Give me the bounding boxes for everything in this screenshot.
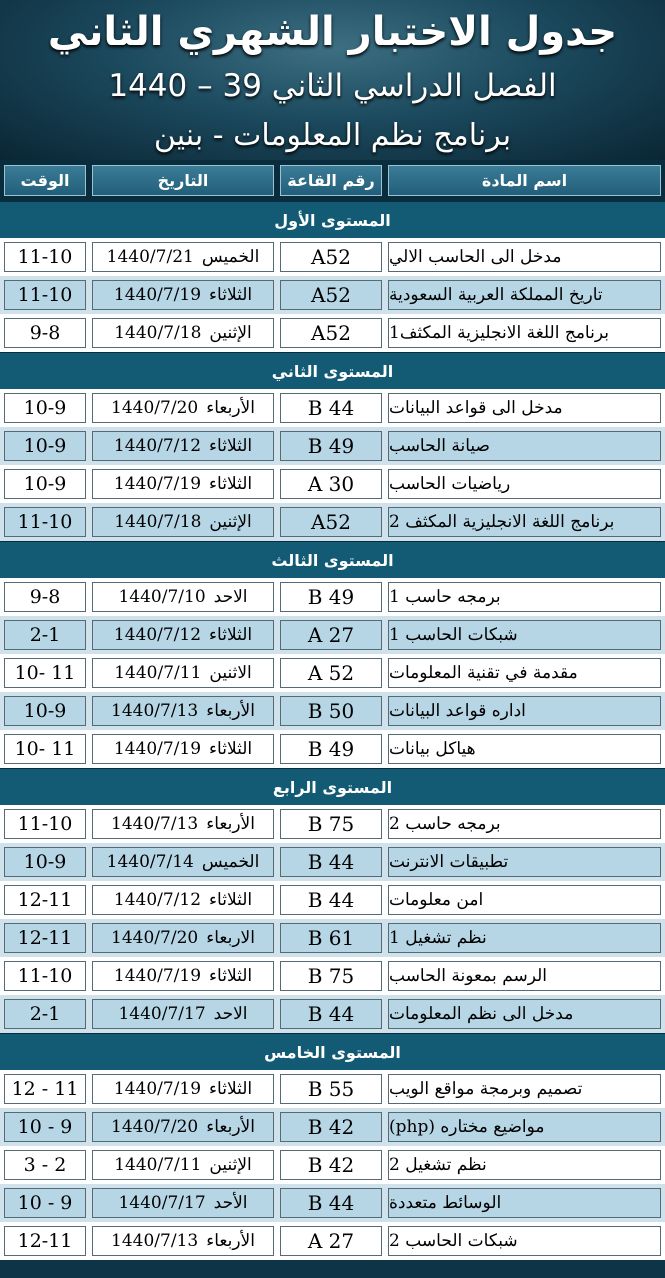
date-value: 1440/7/17 — [118, 1193, 206, 1213]
column-header-room: رقم القاعة — [280, 165, 382, 196]
date-value: 1440/7/18 — [114, 323, 202, 343]
time-cell: 10-9 — [4, 847, 86, 877]
time-cell: 11-10 — [4, 961, 86, 991]
day-name: الإثنين — [209, 323, 252, 343]
subject-cell: الرسم بمعونة الحاسب — [388, 961, 661, 991]
date-value: 1440/7/21 — [106, 247, 194, 267]
room-cell: B 44 — [280, 847, 382, 877]
date-cell — [92, 469, 274, 499]
time-cell: 10 - 9 — [4, 1188, 86, 1218]
table-row — [0, 427, 665, 465]
date-cell — [92, 809, 274, 839]
time-cell: 11-10 — [4, 809, 86, 839]
date-cell — [92, 923, 274, 953]
table-row — [0, 995, 665, 1033]
semester-subtitle: الفصل الدراسي الثاني 39 – 1440 — [108, 68, 557, 104]
date-cell — [92, 696, 274, 726]
table-row — [0, 1184, 665, 1222]
subject-cell: برمجه حاسب 1 — [388, 582, 661, 612]
date-value: 1440/7/12 — [113, 890, 202, 910]
room-cell: A 27 — [280, 1226, 382, 1256]
date-value: 1440/7/19 — [113, 474, 202, 494]
column-header-subject: اسم المادة — [388, 165, 661, 196]
date-cell — [92, 1188, 274, 1218]
room-cell: B 49 — [280, 734, 382, 764]
subject-cell: شبكات الحاسب 1 — [388, 620, 661, 650]
time-cell: 12-11 — [4, 885, 86, 915]
table-row — [0, 957, 665, 995]
date-value: 1440/7/13 — [111, 814, 199, 834]
room-cell: B 42 — [280, 1112, 382, 1142]
date-value: 1440/7/19 — [113, 739, 202, 759]
table-row — [0, 314, 665, 352]
time-cell: 9-8 — [4, 318, 86, 348]
table-row — [0, 503, 665, 541]
level-header: المستوى الخامس — [0, 1033, 665, 1070]
room-cell: B 49 — [280, 582, 382, 612]
date-cell — [92, 847, 274, 877]
time-cell: 9-8 — [4, 582, 86, 612]
day-name: الثلاثاء — [209, 625, 253, 645]
date-value: 1440/7/12 — [113, 625, 202, 645]
subject-cell: تطبيقات الانترنت — [388, 847, 661, 877]
date-value: 1440/7/20 — [111, 928, 199, 948]
day-name: الثلاثاء — [209, 474, 253, 494]
table-row — [0, 654, 665, 692]
date-cell — [92, 1074, 274, 1104]
table-row — [0, 843, 665, 881]
time-cell: 2-1 — [4, 620, 86, 650]
day-name: الأربعاء — [206, 814, 255, 834]
time-cell: 12 - 11 — [4, 1074, 86, 1104]
date-value: 1440/7/12 — [113, 436, 202, 456]
time-cell: 10- 11 — [4, 658, 86, 688]
table-row — [0, 919, 665, 957]
table-row — [0, 238, 665, 276]
time-cell: 10-9 — [4, 469, 86, 499]
time-cell: 10 - 9 — [4, 1112, 86, 1142]
day-name: الأربعاء — [206, 1231, 255, 1251]
room-cell: A52 — [280, 507, 382, 537]
date-cell — [92, 1112, 274, 1142]
time-cell: 11-10 — [4, 507, 86, 537]
day-name: الإثنين — [209, 1155, 252, 1175]
subject-cell: مواضيع مختاره (php) — [388, 1112, 661, 1142]
time-cell: 12-11 — [4, 923, 86, 953]
table-row — [0, 1108, 665, 1146]
table-row — [0, 465, 665, 503]
time-cell: 11-10 — [4, 280, 86, 310]
time-cell: 2-1 — [4, 999, 86, 1029]
date-value: 1440/7/19 — [113, 285, 202, 305]
date-value: 1440/7/19 — [113, 966, 202, 986]
date-cell — [92, 961, 274, 991]
subject-cell: نظم تشغيل 1 — [388, 923, 661, 953]
table-row — [0, 1070, 665, 1108]
day-name: الاحد — [213, 587, 248, 607]
table-row — [0, 692, 665, 730]
subject-cell: برمجه حاسب 2 — [388, 809, 661, 839]
room-cell: B 50 — [280, 696, 382, 726]
page-header — [0, 0, 665, 160]
subject-cell: هياكل بيانات — [388, 734, 661, 764]
day-name: الاحد — [213, 1004, 248, 1024]
table-row — [0, 276, 665, 314]
date-cell — [92, 1150, 274, 1180]
day-name: الاربعاء — [206, 928, 255, 948]
level-header: المستوى الرابع — [0, 768, 665, 805]
date-cell — [92, 885, 274, 915]
date-cell — [92, 507, 274, 537]
level-header: المستوى الثالث — [0, 541, 665, 578]
subject-cell: تاريخ المملكة العربية السعودية — [388, 280, 661, 310]
subject-cell: مدخل الى الحاسب الالي — [388, 242, 661, 272]
subject-cell: شبكات الحاسب 2 — [388, 1226, 661, 1256]
room-cell: A52 — [280, 242, 382, 272]
time-cell: 10-9 — [4, 431, 86, 461]
subject-cell: نظم تشغيل 2 — [388, 1150, 661, 1180]
time-cell: 11-10 — [4, 242, 86, 272]
day-name: الثلاثاء — [209, 285, 253, 305]
date-value: 1440/7/20 — [111, 1117, 199, 1137]
date-value: 1440/7/18 — [114, 512, 202, 532]
subject-cell: مدخل الى قواعد البيانات — [388, 393, 661, 423]
date-cell — [92, 582, 274, 612]
date-value: 1440/7/13 — [111, 1231, 199, 1251]
time-cell: 10-9 — [4, 393, 86, 423]
level-header: المستوى الثاني — [0, 352, 665, 389]
subject-cell: الوسائط متعددة — [388, 1188, 661, 1218]
date-cell — [92, 318, 274, 348]
room-cell: A52 — [280, 318, 382, 348]
day-name: الثلاثاء — [209, 1079, 253, 1099]
date-value: 1440/7/20 — [111, 398, 199, 418]
date-cell — [92, 999, 274, 1029]
table-row — [0, 1222, 665, 1260]
column-header-date: التاريخ — [92, 165, 274, 196]
subject-cell: اداره قواعد البيانات — [388, 696, 661, 726]
table-row — [0, 805, 665, 843]
day-name: الأربعاء — [206, 1117, 255, 1137]
date-value: 1440/7/14 — [106, 852, 194, 872]
subject-cell: امن معلومات — [388, 885, 661, 915]
room-cell: B 44 — [280, 393, 382, 423]
room-cell: B 44 — [280, 999, 382, 1029]
room-cell: B 55 — [280, 1074, 382, 1104]
subject-cell: تصميم وبرمجة مواقع الويب — [388, 1074, 661, 1104]
day-name: الخميس — [201, 852, 260, 872]
exam-schedule-table — [0, 201, 665, 1260]
subject-cell: رياضيات الحاسب — [388, 469, 661, 499]
table-row — [0, 730, 665, 768]
date-value: 1440/7/19 — [113, 1079, 202, 1099]
date-value: 1440/7/11 — [114, 663, 202, 683]
date-cell — [92, 620, 274, 650]
date-cell — [92, 658, 274, 688]
room-cell: B 42 — [280, 1150, 382, 1180]
date-cell — [92, 280, 274, 310]
room-cell: B 75 — [280, 809, 382, 839]
room-cell: B 44 — [280, 885, 382, 915]
date-cell — [92, 734, 274, 764]
date-cell — [92, 1226, 274, 1256]
table-row — [0, 389, 665, 427]
subject-cell: مقدمة في تقنية المعلومات — [388, 658, 661, 688]
day-name: الأربعاء — [206, 398, 255, 418]
time-cell: 12-11 — [4, 1226, 86, 1256]
day-name: الثلاثاء — [209, 966, 253, 986]
room-cell: B 61 — [280, 923, 382, 953]
room-cell: A 52 — [280, 658, 382, 688]
time-cell: 10- 11 — [4, 734, 86, 764]
date-cell — [92, 242, 274, 272]
subject-cell: برنامج اللغة الانجليزية المكثف 2 — [388, 507, 661, 537]
room-cell: A 30 — [280, 469, 382, 499]
day-name: الأحد — [213, 1193, 248, 1213]
time-cell: 3 - 2 — [4, 1150, 86, 1180]
subject-cell: صيانة الحاسب — [388, 431, 661, 461]
day-name: الأربعاء — [206, 701, 255, 721]
day-name: الخميس — [201, 247, 260, 267]
table-row — [0, 1146, 665, 1184]
day-name: الثلاثاء — [209, 436, 253, 456]
column-header-row — [0, 160, 665, 201]
date-value: 1440/7/11 — [114, 1155, 202, 1175]
time-cell: 10-9 — [4, 696, 86, 726]
table-row — [0, 616, 665, 654]
subject-cell: برنامج اللغة الانجليزية المكثف1 — [388, 318, 661, 348]
program-subtitle: برنامج نظم المعلومات - بنين — [153, 118, 512, 153]
date-value: 1440/7/13 — [111, 701, 199, 721]
page-title: جدول الاختبار الشهري الثاني — [47, 9, 618, 55]
table-row — [0, 881, 665, 919]
subject-cell: مدخل الى نظم المعلومات — [388, 999, 661, 1029]
day-name: الاثنين — [209, 663, 252, 683]
day-name: الثلاثاء — [209, 890, 253, 910]
day-name: الإثنين — [209, 512, 252, 532]
level-header: المستوى الأول — [0, 201, 665, 238]
room-cell: B 44 — [280, 1188, 382, 1218]
room-cell: A52 — [280, 280, 382, 310]
day-name: الثلاثاء — [209, 739, 253, 759]
date-cell — [92, 431, 274, 461]
room-cell: A 27 — [280, 620, 382, 650]
date-value: 1440/7/17 — [118, 1004, 206, 1024]
room-cell: B 49 — [280, 431, 382, 461]
date-value: 1440/7/10 — [118, 587, 206, 607]
table-row — [0, 578, 665, 616]
date-cell — [92, 393, 274, 423]
column-header-time: الوقت — [4, 165, 86, 196]
room-cell: B 75 — [280, 961, 382, 991]
